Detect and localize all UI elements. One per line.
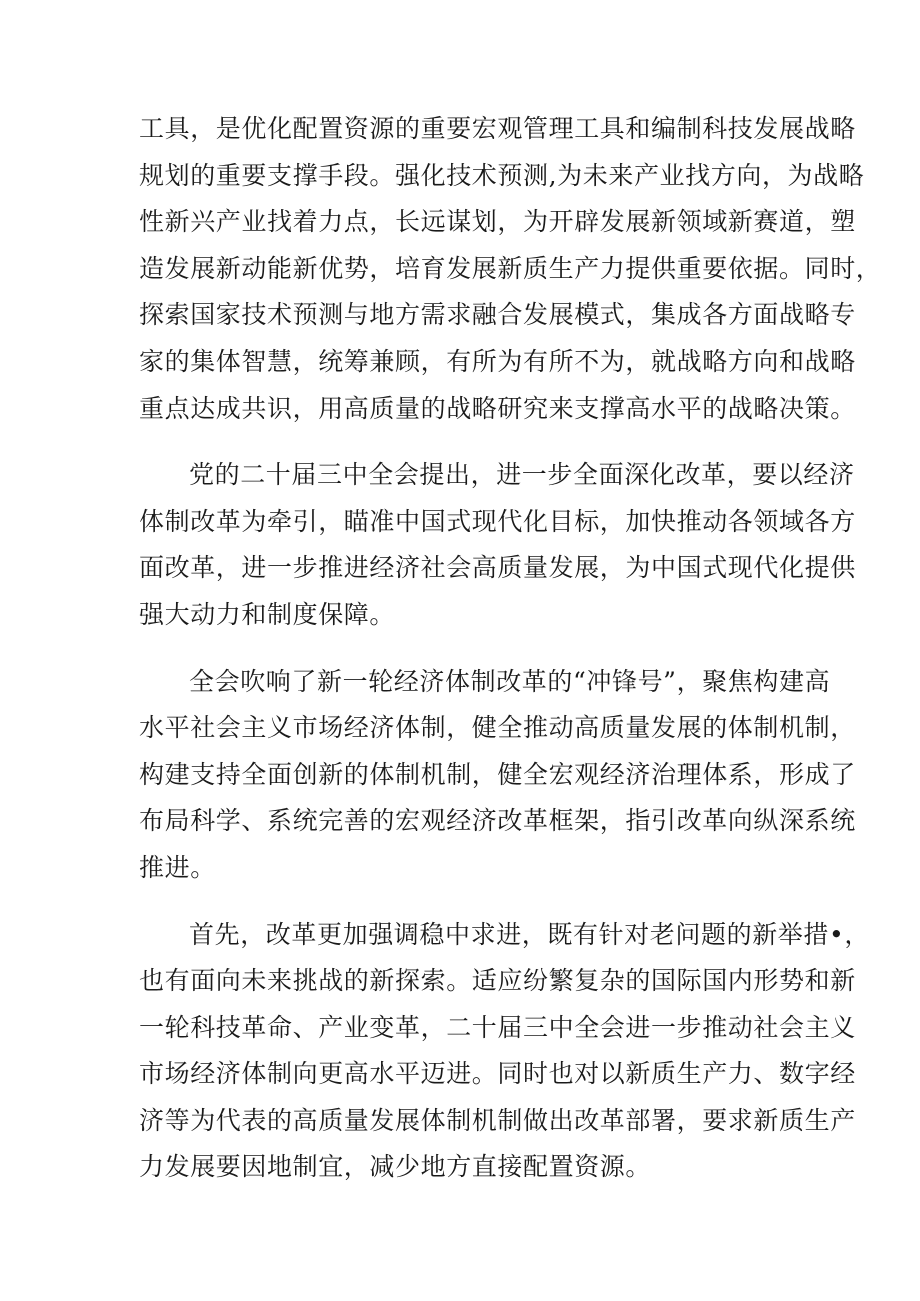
text-line: 力发展要因地制宜，减少地方直接配置资源。 [139,1152,652,1182]
paragraph-spacer [139,432,789,452]
text-line: 探索国家技术预测与地方需求融合发展模式，集成各方面战略专 [139,300,856,330]
document-body [139,106,882,1191]
text-line: 强大动力和制度保障。 [139,599,396,629]
text-line: 造发展新动能新优势，培育发展新质生产力提供重要依据。同时， [139,253,882,283]
paragraph-spacer [139,892,789,912]
paragraph-3 [139,659,856,892]
paragraph-4 [139,912,870,1192]
text-line: 面改革，进一步推进经济社会高质量发展，为中国式现代化提供 [139,553,856,583]
text-line: 一轮科技革命、产业变革，二十届三中全会进一步推动社会主义 [139,1012,856,1042]
paragraph-spacer [139,639,789,659]
text-line: 首先，改革更加强调稳中求进，既有针对老问题的新举措•， [189,919,870,949]
text-line: 构建支持全面创新的体制机制，健全宏观经济治理体系，形成了 [139,759,856,789]
text-line: 推进。 [139,852,216,882]
text-line: 家的集体智慧，统筹兼顾，有所为有所不为，就战略方向和战略 [139,346,856,376]
text-line: 全会吹响了新一轮经济体制改革的“冲锋号”，聚焦构建高 [189,666,831,696]
text-line: 重点达成共识，用高质量的战略研究来支撑高水平的战略决策。 [139,393,856,423]
paragraph-1 [139,106,882,432]
text-line: 党的二十届三中全会提出，进一步全面深化改革，要以经济 [189,460,855,490]
text-line: 水平社会主义市场经济体制，健全推动高质量发展的体制机制， [139,713,856,743]
text-line: 性新兴产业找着力点，长远谋划，为开辟发展新领域新赛道，塑 [139,207,856,237]
text-line: 规划的重要支撑手段。强化技术预测,为未来产业找方向，为战略 [139,160,865,190]
paragraph-2 [139,452,856,638]
text-line: 工具，是优化配置资源的重要宏观管理工具和编制科技发展战略 [139,114,856,143]
text-line: 济等为代表的高质量发展体制机制做出改革部署，要求新质生产 [139,1105,856,1135]
text-line: 也有面向未来挑战的新探索。适应纷繁复杂的国际国内形势和新 [139,966,856,996]
text-line: 布局科学、系统完善的宏观经济改革框架，指引改革向纵深系统 [139,806,856,836]
text-line: 体制改革为牵引，瞄准中国式现代化目标，加快推动各领域各方 [139,506,856,536]
text-line: 市场经济体制向更高水平迈进。同时也对以新质生产力、数字经 [139,1059,856,1089]
